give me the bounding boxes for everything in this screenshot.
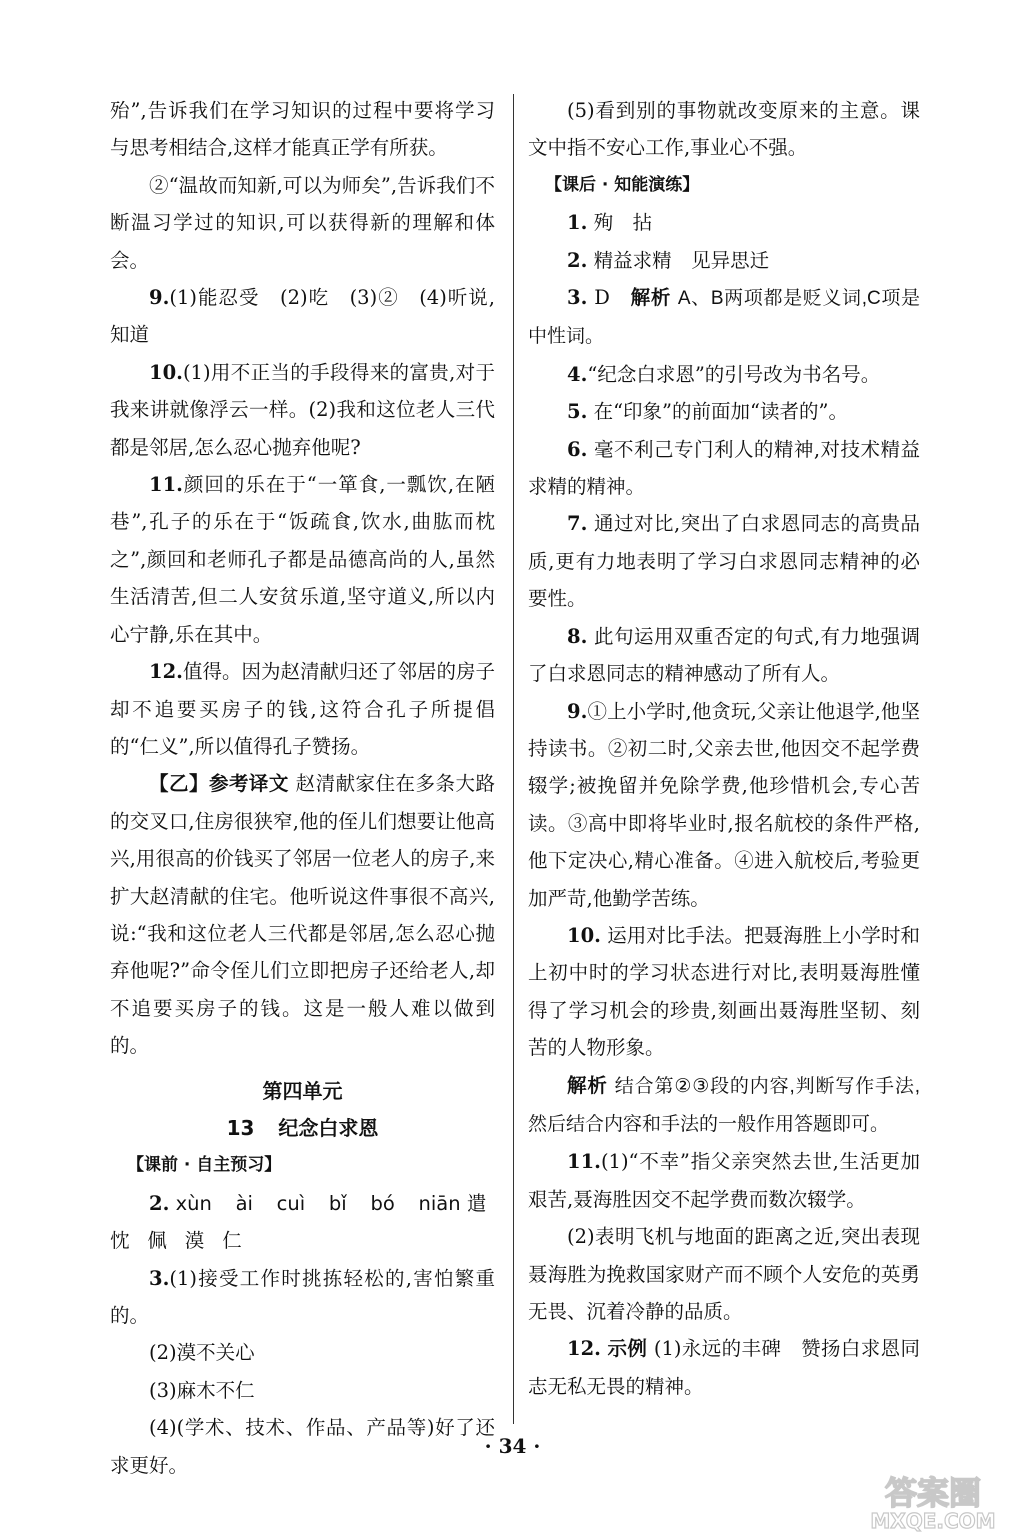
lesson-title: 13 纪念白求恩 — [226, 1115, 379, 1140]
answer-3-b: (2)漠不关心 — [149, 1341, 255, 1365]
section-header: 【课前 · 自主预习】 — [127, 1155, 282, 1176]
answer-10: 10. 运用对比手法。把聂海胜上小学时和上初中时的学习状态进行对比,表明聂海胜懂得了学习机会的珍贵,刻画出聂海胜坚韧、刻苦的人物形象。 — [528, 923, 920, 1060]
answer-3: 3.(1)接受工作时挑拣轻松的,害怕繁重的。 — [110, 1266, 495, 1327]
answer-8: 8. 此句运用双重否定的句式,有力地强调了白求恩同志的精神感动了所有人。 — [528, 624, 920, 686]
answer-11-b: (2)表明飞机与地面的距离之近,突出表现聂海胜为挽救国家财产而不顾个人安危的英勇无畏、沉着冷静的品质。 — [528, 1225, 920, 1323]
column-divider — [513, 94, 514, 1424]
paragraph: ②“温故而知新,可以为师矣”,告诉我们不断温习学过的知识,可以获得新的理解和体会。 — [110, 173, 495, 272]
answer-10: 10.(1)用不正当的手段得来的富贵,对于我来讲就像浮云一样。(2)我和这位老人三代都是邻居,怎么忍心抛弃他呢? — [110, 360, 495, 459]
answer-3: 3. D 解析 A、B两项都是贬义词,C项是中性词。 — [528, 286, 920, 348]
answer-5: 5. 在“印象”的前面加“读者的”。 — [567, 400, 848, 424]
answer-12: 12. 示例 (1)永远的丰碑 赞扬白求恩同志无私无畏的精神。 — [528, 1337, 920, 1398]
answer-12: 12.值得。因为赵清献归还了邻居的房子却不追要买房子的钱,这符合孔子所提倡的“仁义”,所以值得孔子赞扬。 — [110, 660, 495, 758]
answer-3-d: (4)(学术、技术、作品、产品等)好了还求更好。 — [110, 1416, 495, 1477]
unit-title: 第四单元 — [262, 1078, 343, 1103]
answer-10-analysis: 解析 结合第②③段的内容,判断写作手法,然后结合内容和手法的一般作用答题即可。 — [528, 1073, 920, 1135]
watermark-text: 答案圈 — [884, 1474, 982, 1512]
answer-9: 9.①上小学时,他贪玩,父亲让他退学,他坚持读书。②初二时,父亲去世,他因交不起学费辍学;被挽留并免除学费,他珍惜机会,专心苦读。③高中即将毕业时,报名航校的条件严格,他下定决心,精心准备。④进入航校后,考验更加严苛,他勤学苦练。 — [528, 699, 920, 910]
answer-6: 6. 毫不利己专门利人的精神,对技术精益求精的精神。 — [528, 437, 920, 499]
section-header: 【课后 · 知能演练】 — [545, 174, 700, 195]
answer-4: 4.“纪念白求恩”的引号改为书名号。 — [567, 362, 881, 386]
answer-9: 9.(1)能忍受 (2)吃 (3)② (4)听说,知道 — [110, 286, 495, 347]
right-column — [528, 92, 920, 1405]
paragraph: (5)看到别的事物就改变原来的主意。课文中指不安心工作,事业心不强。 — [528, 99, 920, 160]
answer-11: 11.颜回的乐在于“一箪食,一瓢饮,在陋巷”,孔子的乐在于“饭疏食,饮水,曲肱而枕之”,颜回和老师孔子都是品德高尚的人,虽然生活清苦,但二人安贫乐道,坚守道义,所以内心宁静,乐在其中。 — [110, 473, 495, 646]
answer-2-chars: 忱 佩 漠 仁 — [110, 1229, 242, 1253]
watermark-url: MXQE.COM — [870, 1509, 996, 1532]
answer-2: 2. xùn ài cuì bǐ bó niān 遣 — [149, 1191, 487, 1215]
page-number: · 34 · — [484, 1434, 541, 1458]
answer-2: 2. 精益求精 见异思迁 — [567, 248, 770, 272]
answer-3-c: (3)麻木不仁 — [149, 1378, 255, 1402]
translation: 【乙】参考译文 赵清献家住在多条大路的交叉口,住房很狭窄,他的侄儿们想要让他高兴,用很高的价钱买了邻居一位老人的房子,来扩大赵清献的住宅。他听说这件事很不高兴,说:“我和这位老人三代都是邻居,怎么忍心抛弃他呢?”命令侄儿们立即把房子还给老人,却不追要买房子的钱。这是一般人难以做到的。 — [110, 772, 495, 1058]
answer-11: 11.(1)“不幸”指父亲突然去世,生活更加艰苦,聂海胜因交不起学费而数次辍学。 — [528, 1150, 920, 1211]
answer-7: 7. 通过对比,突出了白求恩同志的高贵品质,更有力地表明了学习白求恩同志精神的必要性。 — [528, 512, 920, 611]
left-column — [110, 92, 495, 1484]
answer-1: 1. 殉 拈 — [567, 211, 653, 235]
watermark-logo — [848, 1470, 1018, 1532]
paragraph: 殆”,告诉我们在学习知识的过程中要将学习与思考相结合,这样才能真正学有所获。 — [110, 99, 495, 160]
